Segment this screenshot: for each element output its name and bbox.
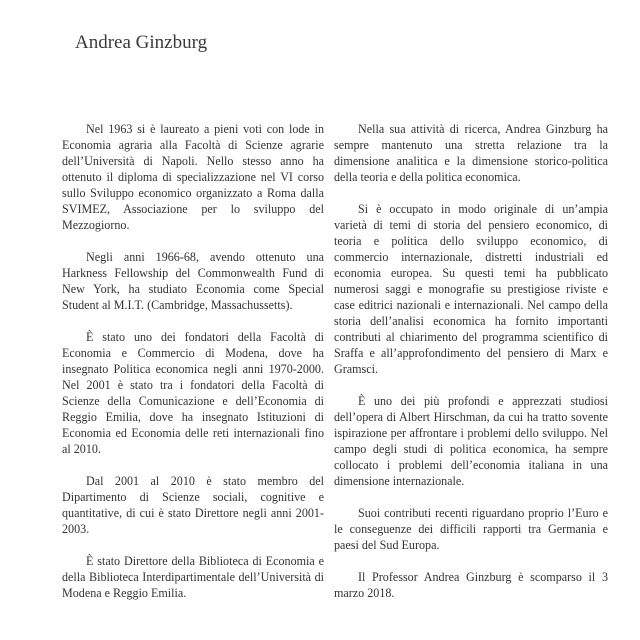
paragraph-fellowship: Negli anni 1966-68, avendo ottenuto una Harkness Fellowship del Commonwealth Fund di New York, ha studiato Economia come Special Student al M.I.T. (Cambridge, Massachussetts). <box>62 250 324 312</box>
paragraph-education: Nel 1963 si è laureato a pieni voti con lode in Economia agraria alla Facoltà di Scienze agrarie dell’Università di Napoli. Nello stesso anno ha ottenuto il diploma di specializzazione nel VI corso sullo Sviluppo economico organizzato a Roma dalla SVIMEZ, Associazione per lo sviluppo del Mezzogiorno. <box>62 122 324 232</box>
left-column <box>62 121 324 617</box>
paragraph-department: Dal 2001 al 2010 è stato membro del Dipartimento di Scienze sociali, cognitive e quantitative, di cui è stato Direttore negli anni 2001-2003. <box>62 474 324 536</box>
right-column <box>334 121 608 617</box>
page-title: Andrea Ginzburg <box>75 32 208 53</box>
paragraph-library: È stato Direttore della Biblioteca di Economia e della Biblioteca Interdipartimentale dell’Università di Modena e Reggio Emilia. <box>62 554 324 600</box>
paragraph-research: Nella sua attività di ricerca, Andrea Ginzburg ha sempre mantenuto una stretta relazione tra la dimensione analitica e la dimensione storico-politica della teoria e della politica economica. <box>334 122 608 184</box>
paragraph-hirschman: È uno dei più profondi e apprezzati studiosi dell’opera di Albert Hirschman, da cui ha tratto sovente ispirazione per affrontare i problemi dello sviluppo. Nel campo degli studi di politica economica, ha sempre collocato i problemi dell’economia italiana in una dimensione internazionale. <box>334 394 608 488</box>
paragraph-topics: Si è occupato in modo originale di un’ampia varietà di temi di storia del pensiero economico, di teoria e politica dello sviluppo economico, di commercio internazionale, distretti industriali ed economia europea. Su questi temi ha pubblicato numerosi saggi e monografie su prestigiose riviste e case editrici nazionali e internazionali. Nel campo della storia dell’analisi economica ha fornito importanti contributi al chiarimento del programma scientifico di Sraffa e all’approfondimento del pensiero di Marx e Gramsci. <box>334 202 608 376</box>
paragraph-recent-contributions: Suoi contributi recenti riguardano proprio l’Euro e le conseguenze dei difficili rapporti tra Germania e paesi del Sud Europa. <box>334 506 608 552</box>
paragraph-obituary: Il Professor Andrea Ginzburg è scomparso il 3 marzo 2018. <box>334 570 608 600</box>
paragraph-teaching: È stato uno dei fondatori della Facoltà di Economia e Commercio di Modena, dove ha insegnato Politica economica negli anni 1970-2000. Nel 2001 è stato tra i fondatori della Facoltà di Scienze della Comunicazione e dell’Economia di Reggio Emilia, dove ha insegnato Istituzioni di Economia ed Economia delle reti internazionali fino al 2010. <box>62 330 324 456</box>
